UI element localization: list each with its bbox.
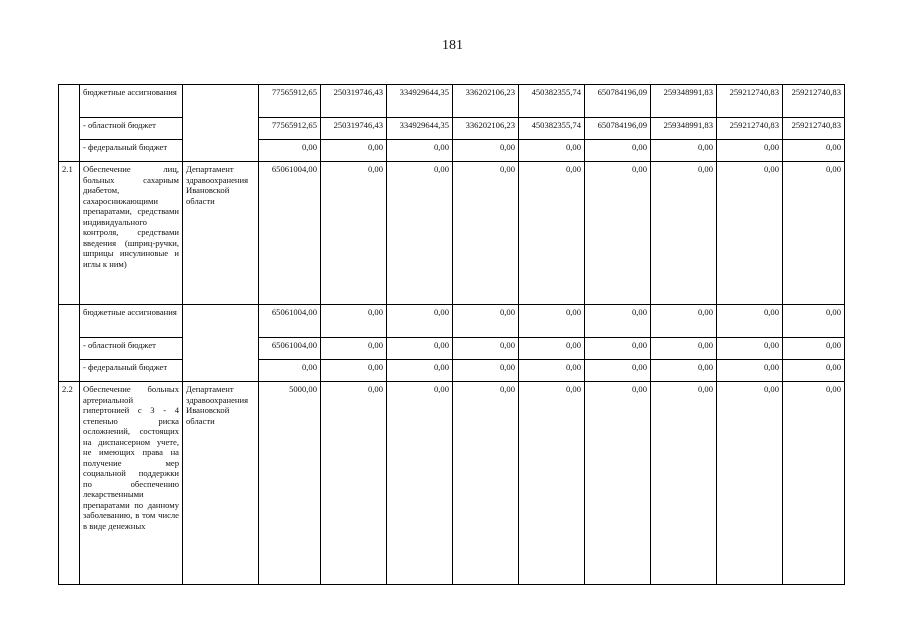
row-number: 2.1 <box>59 162 80 305</box>
value-cell: 336202106,23 <box>453 85 519 118</box>
value-cell: 0,00 <box>453 162 519 305</box>
value-cell: 0,00 <box>519 162 585 305</box>
value-cell: 0,00 <box>585 140 651 162</box>
value-cell: 334929644,35 <box>387 118 453 140</box>
budget-table <box>58 84 845 585</box>
value-cell: 77565912,65 <box>259 85 321 118</box>
row-name: - федеральный бюджет <box>80 360 183 382</box>
value-cell: 65061004,00 <box>259 162 321 305</box>
value-cell: 0,00 <box>453 382 519 585</box>
value-cell: 0,00 <box>783 305 845 338</box>
value-cell: 0,00 <box>387 382 453 585</box>
value-cell: 259348991,83 <box>651 85 717 118</box>
value-cell: 0,00 <box>651 338 717 360</box>
value-cell: 0,00 <box>651 360 717 382</box>
value-cell: 0,00 <box>651 140 717 162</box>
value-cell: 0,00 <box>783 338 845 360</box>
value-cell: 0,00 <box>783 360 845 382</box>
table-row <box>59 360 845 382</box>
row-executor <box>183 360 259 382</box>
value-cell: 0,00 <box>651 382 717 585</box>
row-name: бюджетные ассигнования <box>80 85 183 118</box>
value-cell: 0,00 <box>321 140 387 162</box>
value-cell: 0,00 <box>783 382 845 585</box>
value-cell: 0,00 <box>585 360 651 382</box>
row-executor <box>183 85 259 118</box>
value-cell: 0,00 <box>387 360 453 382</box>
row-executor <box>183 305 259 338</box>
row-number <box>59 140 80 162</box>
value-cell: 0,00 <box>717 338 783 360</box>
value-cell: 250319746,43 <box>321 85 387 118</box>
row-executor <box>183 140 259 162</box>
row-name: - областной бюджет <box>80 118 183 140</box>
value-cell: 0,00 <box>387 140 453 162</box>
row-executor: Департамент здравоохранения Ивановской области <box>183 382 259 585</box>
table-row <box>59 305 845 338</box>
value-cell: 0,00 <box>321 305 387 338</box>
table-row <box>59 162 845 305</box>
value-cell: 259212740,83 <box>717 85 783 118</box>
value-cell: 0,00 <box>519 305 585 338</box>
value-cell: 0,00 <box>321 162 387 305</box>
value-cell: 336202106,23 <box>453 118 519 140</box>
table-row <box>59 338 845 360</box>
value-cell: 0,00 <box>585 162 651 305</box>
value-cell: 334929644,35 <box>387 85 453 118</box>
value-cell: 0,00 <box>321 338 387 360</box>
row-name: Обеспечение лиц, больных сахарным диабетом, сахароснижающими препаратами, средствами индивидуального контроля, средствами введения (шприц-ручки, шприцы инсулиновые и иглы к ним) <box>80 162 183 305</box>
row-number: 2.2 <box>59 382 80 585</box>
value-cell: 0,00 <box>321 382 387 585</box>
value-cell: 0,00 <box>717 382 783 585</box>
value-cell: 450382355,74 <box>519 118 585 140</box>
value-cell: 259212740,83 <box>783 85 845 118</box>
value-cell: 0,00 <box>387 162 453 305</box>
row-executor <box>183 118 259 140</box>
value-cell: 0,00 <box>259 360 321 382</box>
table-row <box>59 118 845 140</box>
value-cell: 0,00 <box>453 360 519 382</box>
value-cell: 650784196,09 <box>585 85 651 118</box>
value-cell: 0,00 <box>585 382 651 585</box>
value-cell: 0,00 <box>717 140 783 162</box>
value-cell: 65061004,00 <box>259 305 321 338</box>
value-cell: 450382355,74 <box>519 85 585 118</box>
value-cell: 77565912,65 <box>259 118 321 140</box>
row-number <box>59 118 80 140</box>
value-cell: 0,00 <box>453 338 519 360</box>
value-cell: 0,00 <box>453 305 519 338</box>
row-number <box>59 360 80 382</box>
value-cell: 0,00 <box>519 338 585 360</box>
page-number: 181 <box>442 38 463 53</box>
row-name: Обеспечение больных артериальной гипертонией с 3 - 4 степенью риска осложнений, состоящих на диспансерном учете, не имеющих права на получение мер социальной поддержки по обеспечению лекарственными препаратами по данному заболеванию, в том числе в виде денежных <box>80 382 183 585</box>
row-number <box>59 338 80 360</box>
value-cell: 65061004,00 <box>259 338 321 360</box>
value-cell: 259212740,83 <box>717 118 783 140</box>
value-cell: 650784196,09 <box>585 118 651 140</box>
value-cell: 0,00 <box>717 162 783 305</box>
value-cell: 0,00 <box>585 338 651 360</box>
value-cell: 0,00 <box>453 140 519 162</box>
row-executor: Департамент здравоохранения Ивановской области <box>183 162 259 305</box>
table-row <box>59 382 845 585</box>
value-cell: 0,00 <box>783 140 845 162</box>
value-cell: 0,00 <box>387 338 453 360</box>
value-cell: 0,00 <box>259 140 321 162</box>
value-cell: 259212740,83 <box>783 118 845 140</box>
value-cell: 0,00 <box>387 305 453 338</box>
value-cell: 0,00 <box>519 382 585 585</box>
row-executor <box>183 338 259 360</box>
row-name: - федеральный бюджет <box>80 140 183 162</box>
value-cell: 0,00 <box>717 305 783 338</box>
table-row <box>59 140 845 162</box>
value-cell: 0,00 <box>651 305 717 338</box>
row-number <box>59 305 80 338</box>
value-cell: 0,00 <box>651 162 717 305</box>
value-cell: 0,00 <box>519 140 585 162</box>
value-cell: 5000,00 <box>259 382 321 585</box>
value-cell: 0,00 <box>321 360 387 382</box>
row-name: бюджетные ассигнования <box>80 305 183 338</box>
value-cell: 0,00 <box>717 360 783 382</box>
value-cell: 0,00 <box>519 360 585 382</box>
value-cell: 259348991,83 <box>651 118 717 140</box>
row-number <box>59 85 80 118</box>
table-row <box>59 85 845 118</box>
value-cell: 250319746,43 <box>321 118 387 140</box>
value-cell: 0,00 <box>585 305 651 338</box>
value-cell: 0,00 <box>783 162 845 305</box>
row-name: - областной бюджет <box>80 338 183 360</box>
